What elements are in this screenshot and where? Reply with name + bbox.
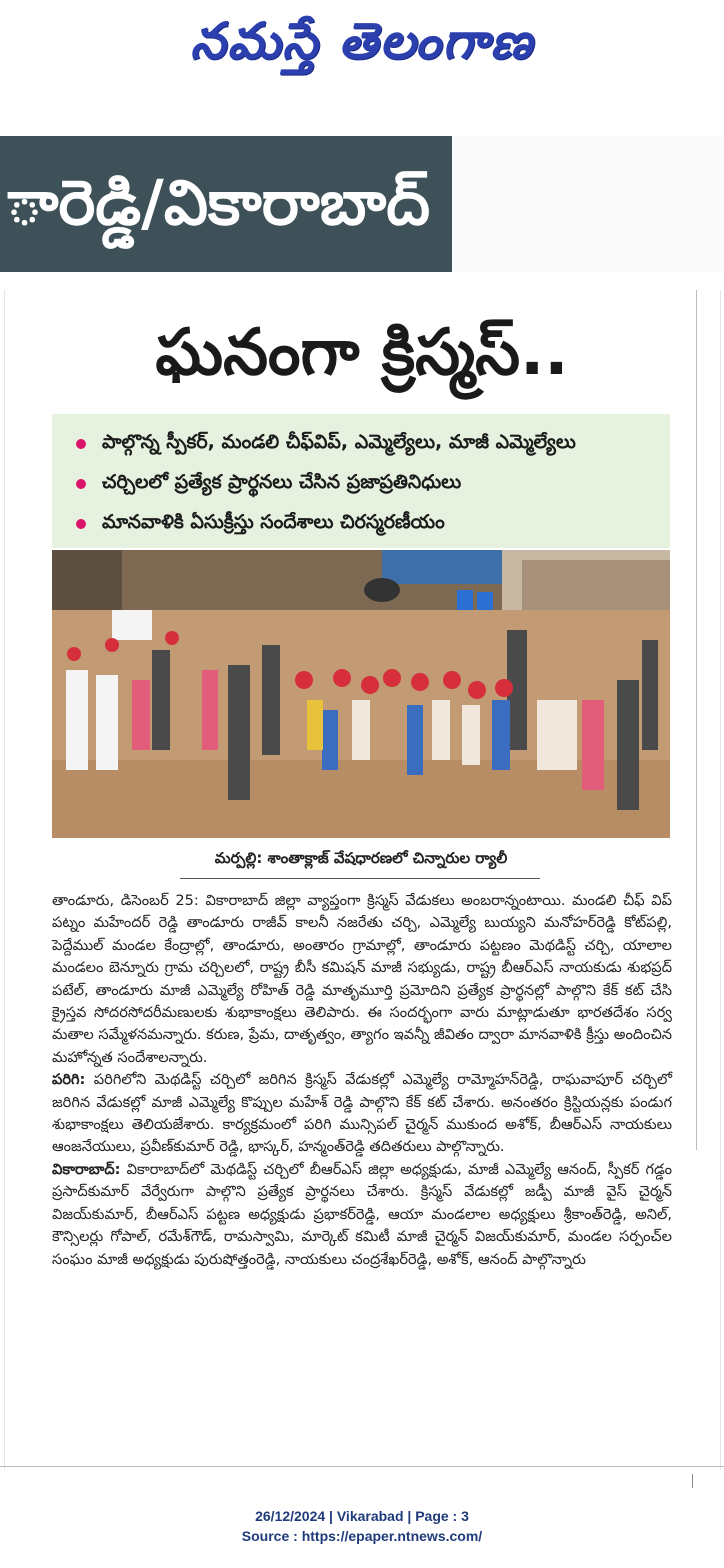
highlight-text: పాల్గొన్న స్పీకర్, మండలి చీఫ్‌విప్, ఎమ్మెల్యేలు, మాజీ ఎమ్మెల్యేలు bbox=[102, 430, 576, 453]
article-paragraph bbox=[52, 1069, 672, 1159]
article-paragraph: తాండూరు, డిసెంబర్ 25: వికారాబాద్ జిల్లా వ్యాప్తంగా క్రిస్మస్ వేడుకలు అంబరాన్నంటాయి. మండలి చీఫ్ విప్ పట్నం మహేందర్ రెడ్డి తాండూరు రాజీవ్ కాలనీ నజరేతు చర్చి, ఎమ్మెల్యే బుయ్యని మనోహర్‌రెడ్డి కోట్‌పల్లి, పెద్దేముల్ మండల కేంద్రాల్లో, తాండూరు, అంతారం గ్రామాల్లో, తాండూరు పట్టణం మెథడిస్ట్ చర్చి, యాలాల మండలం బెన్నూరు గ్రామ చర్చిలలో, రాష్ట్ర బీసీ కమిషన్ మాజీ సభ్యుడు, రాష్ట్ర బీఆర్‌ఎస్ నాయకుడు శుభప్రద్ పటేల్, తాండూరు మాజీ ఎమ్మెల్యే రోహిత్ రెడ్డి మాతృమూర్తి ప్రమోదిని ప్రత్యేక ప్రార్థనల్లో పాల్గొని కేక్ కట్ చేసి క్రైస్తవ సోదరసోదరీమణులకు శుభాకాంక్షలు తెలిపారు. ఈ సందర్భంగా వారు మాట్లాడుతూ భారతదేశం సర్వ మతాల సమ్మేళనమన్నారు. కరుణ, ప్రేమ, దాతృత్వం, త్యాగం ఇవన్నీ జీవితం ద్వారా మానవాళికి క్రీస్తు అందించిన మహోన్నత సందేశాలన్నారు. bbox=[52, 892, 672, 1066]
highlight-text: మానవాళికి ఏసుక్రీస్తు సందేశాలు చిరస్మరణీయం bbox=[102, 510, 445, 533]
section-title: ారెడ్డి/వికారాబాద్ bbox=[6, 166, 430, 239]
rally-photo-illustration bbox=[52, 550, 670, 838]
highlight-item bbox=[76, 504, 660, 544]
column-rule-left bbox=[4, 290, 5, 1470]
column-rule-right bbox=[720, 290, 721, 1470]
column-tick bbox=[692, 1474, 693, 1488]
article-paragraph bbox=[52, 1159, 672, 1271]
newspaper-masthead bbox=[0, 6, 724, 76]
section-banner bbox=[0, 136, 452, 272]
page-footer bbox=[0, 1506, 724, 1546]
highlight-item bbox=[76, 464, 660, 504]
article-headline bbox=[52, 298, 672, 408]
dateline: పరిగి: bbox=[52, 1071, 86, 1089]
headline-text: ఘనంగా క్రిస్మస్.. bbox=[155, 316, 569, 390]
highlight-text: చర్చిలలో ప్రత్యేక ప్రార్థనలు చేసిన ప్రజాప్రతినిధులు bbox=[102, 470, 462, 493]
bullet-dot-icon bbox=[76, 519, 86, 529]
dateline: వికారాబాద్: bbox=[52, 1160, 121, 1178]
paragraph-text: పరిగిలోని మెథడిస్ట్ చర్చిలో జరిగిన క్రిస్మస్ వేడుకల్లో ఎమ్మెల్యే రామ్మోహన్‌రెడ్డి, రాఘవాపూర్ చర్చిలో జరిగిన వేడుకల్లో మాజీ ఎమ్మెల్యే కొప్పుల మహేశ్ రెడ్డి పాల్గొని కేక్ కట్ చేశారు. అనంతరం క్రిస్టియన్లకు పండుగ శుభాకాంక్షలు తెలియజేశారు. కార్యక్రమంలో పరిగి మున్సిపల్ చైర్మన్ ముకుంద అశోక్, బీఆర్‌ఎస్ నాయకులు ఆంజనేయులు, ప్రవీణ్‌కుమార్ రెడ్డి, భాస్కర్, హన్మంత్‌రెడ్డి తదితరులు పాల్గొన్నారు. bbox=[52, 1071, 672, 1156]
bullet-dot-icon bbox=[76, 479, 86, 489]
news-photo bbox=[52, 550, 670, 838]
highlights-box bbox=[52, 414, 670, 548]
banner-blank bbox=[452, 136, 724, 272]
source-link[interactable]: Source : https://epaper.ntnews.com/ bbox=[241, 1528, 483, 1544]
column-rule bbox=[696, 290, 697, 1150]
bullet-dot-icon bbox=[76, 439, 86, 449]
paragraph-text: వికారాబాద్‌లో మెథడిస్ట్ చర్చిలో బీఆర్‌ఎస్ జిల్లా అధ్యక్షుడు, మాజీ ఎమ్మెల్యే ఆనంద్, స్పీకర్ గడ్డం ప్రసాద్‌కుమార్ వేర్వేరుగా పాల్గొని ప్రత్యేక ప్రార్థనలు చేశారు. క్రిస్మస్ వేడుకల్లో జడ్పీ మాజీ వైస్ చైర్మన్ విజయ్‌కుమార్, బీఆర్‌ఎస్ పట్టణ అధ్యక్షుడు ప్రభాకర్‌రెడ్డి, ఆయా మండలాల అధ్యక్షులు శ్రీకాంత్‌రెడ్డి, అనిల్, కౌన్సిలర్లు గోపాల్, రమేశ్‌గౌడ్, రామస్వామి, మార్కెట్ కమిటీ మాజీ చైర్మన్ విజయ్‌కుమార్, మండల సర్పంచ్‌ల సంఘం మాజీ అధ్యక్షుడు పురుషోత్తంరెడ్డి, నాయకులు చంద్రశేఖర్‌రెడ్డి, అశోక్, ఆనంద్ పాల్గొన్నారు bbox=[52, 1160, 672, 1268]
photo-caption bbox=[52, 842, 670, 874]
divider bbox=[0, 1466, 724, 1467]
edition-info: 26/12/2024 | Vikarabad | Page : 3 bbox=[255, 1508, 469, 1524]
masthead-title: నమస్తే తెలంగాణ bbox=[190, 12, 534, 70]
caption-text: మర్పల్లి: శాంతాక్లాజ్ వేషధారణలో చిన్నారుల ర్యాలీ bbox=[214, 849, 508, 867]
article-body bbox=[52, 890, 672, 1271]
highlight-item bbox=[76, 424, 660, 464]
caption-underline bbox=[180, 878, 540, 879]
